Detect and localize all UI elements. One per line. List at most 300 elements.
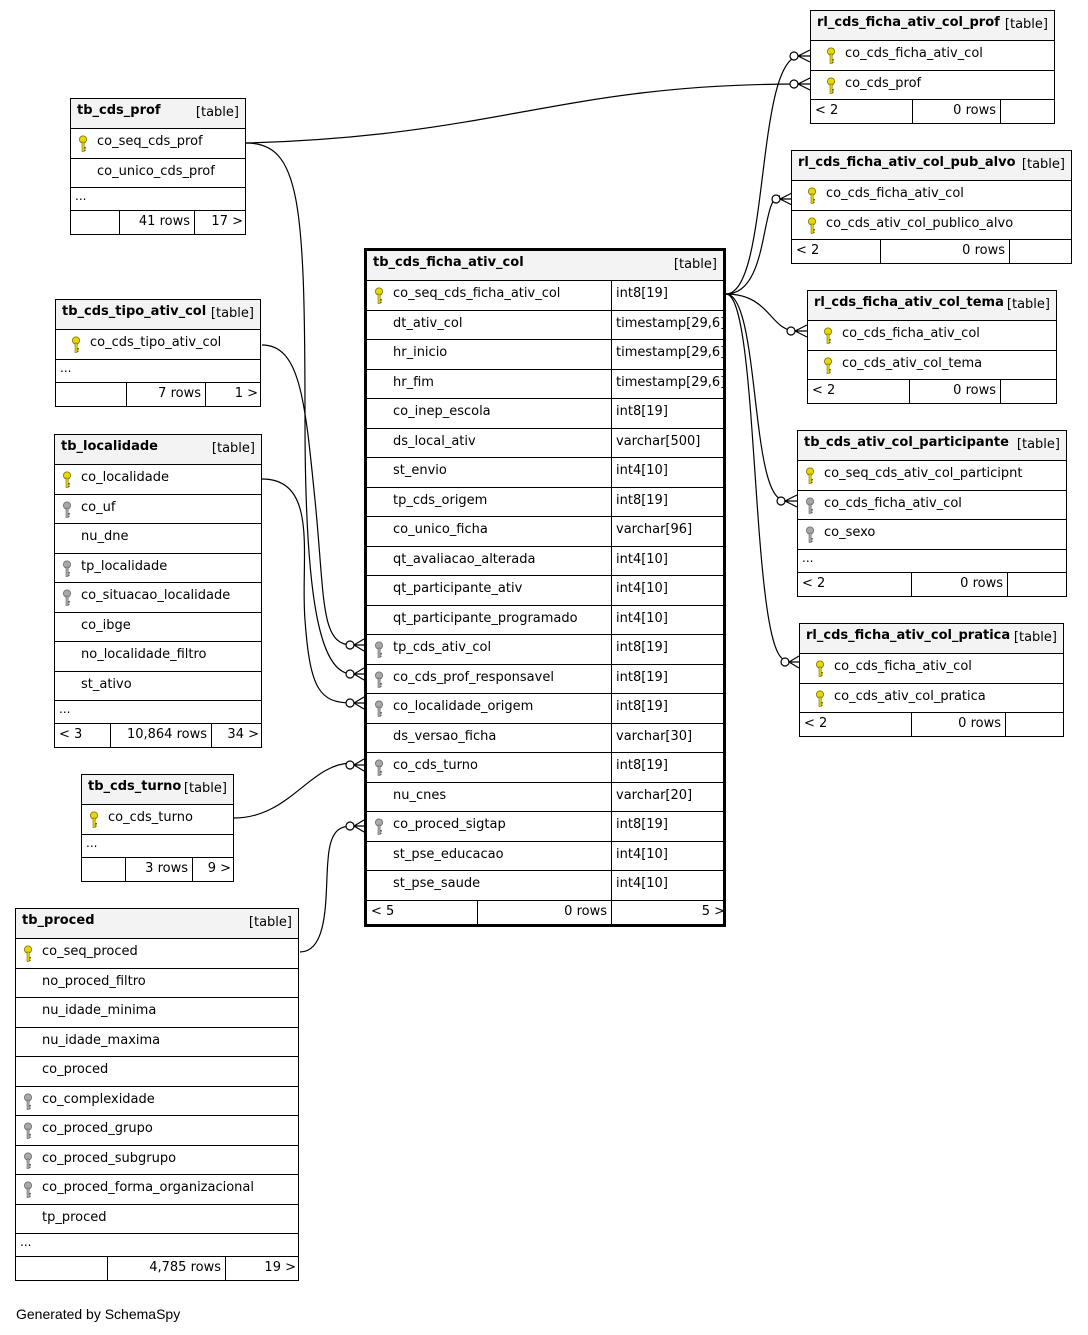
footer-middle-text: 4,785 rows [149, 1260, 221, 1275]
primary-key-icon [823, 357, 833, 375]
table-tb_proced[interactable] [15, 908, 299, 1281]
relation-line [234, 763, 352, 818]
crowfoot [785, 495, 797, 507]
table-type: [table] [211, 441, 255, 456]
column-row[interactable] [367, 281, 723, 311]
relation-endpoint [346, 699, 354, 707]
footer-right-text: 19 > [264, 1260, 296, 1275]
column-name: co_seq_cds_prof [97, 134, 203, 149]
table-tb_cds_ficha_ativ_col[interactable] [364, 248, 726, 927]
footer-middle [911, 573, 1007, 596]
primary-key-icon [71, 336, 81, 354]
column-row[interactable] [367, 399, 723, 429]
table-type: [table] [673, 257, 717, 272]
footer-middle [477, 901, 611, 924]
footer-right[interactable] [205, 383, 262, 406]
column-row[interactable] [367, 547, 723, 577]
table-tb_cds_ativ_col_participante[interactable] [797, 430, 1067, 597]
column-type-cell [611, 488, 723, 517]
column-type: varchar[500] [616, 433, 701, 449]
column-name: nu_cnes [393, 787, 447, 803]
footer-middle-text: 0 rows [958, 716, 1001, 731]
relation-endpoint [346, 670, 354, 678]
column-type-cell [611, 547, 723, 576]
table-name: rl_cds_ficha_ativ_col_pub_alvo [798, 155, 1016, 170]
relation-endpoint [346, 822, 354, 830]
column-row[interactable] [811, 41, 1054, 71]
column-name: co_cds_ficha_ativ_col [845, 46, 983, 61]
table-type: [table] [195, 105, 239, 120]
column-name: co_cds_ativ_col_publico_alvo [826, 215, 1014, 231]
relation-endpoint [772, 195, 780, 203]
column-row[interactable] [16, 1146, 298, 1176]
column-row[interactable] [16, 1057, 298, 1087]
column-type-cell [611, 871, 723, 900]
relation-line [726, 196, 780, 294]
column-type-cell [611, 517, 723, 546]
footer-middle [110, 724, 211, 747]
table-rl_cds_ficha_ativ_col_tema[interactable] [807, 290, 1057, 404]
footer-left-text: < 5 [371, 903, 395, 919]
relation-endpoint [346, 761, 354, 769]
footer-left [16, 1257, 107, 1280]
footer-middle [125, 858, 192, 881]
column-row[interactable] [367, 753, 723, 783]
column-type-cell [611, 724, 723, 753]
column-row[interactable] [798, 520, 1066, 550]
relation-line [726, 294, 784, 500]
primary-key-icon [78, 135, 88, 153]
column-name: co_cds_ativ_col_tema [842, 355, 983, 371]
column-name: tp_localidade [81, 558, 168, 574]
column-row[interactable] [367, 458, 723, 488]
column-row[interactable] [16, 1028, 298, 1058]
column-row[interactable] [800, 654, 1063, 684]
column-name: co_seq_cds_ficha_ativ_col [393, 286, 561, 301]
column-row[interactable] [71, 159, 245, 189]
foreign-key-icon [805, 526, 815, 544]
ellipsis-text: ... [802, 550, 814, 565]
crowfoot [354, 639, 364, 651]
table-type: [table] [1021, 157, 1065, 172]
table-header [792, 151, 1071, 181]
more-columns-ellipsis [82, 835, 233, 858]
column-type: int4[10] [616, 551, 668, 567]
crowfoot [354, 697, 364, 709]
table-footer [82, 858, 233, 881]
column-row[interactable] [55, 554, 261, 584]
column-name: co_unico_ficha [393, 522, 488, 537]
footer-right[interactable] [194, 211, 247, 234]
table-columns [811, 41, 1054, 100]
table-header [55, 435, 261, 465]
footer-right-text: 34 > [227, 727, 259, 742]
table-columns [367, 281, 726, 901]
more-columns-ellipsis [55, 701, 261, 724]
column-row[interactable] [367, 576, 723, 606]
foreign-key-icon [62, 501, 72, 519]
table-rl_cds_ficha_ativ_col_pratica[interactable] [799, 623, 1064, 737]
column-type: int8[19] [616, 640, 668, 655]
column-name: co_cds_ativ_col_pratica [834, 688, 986, 704]
column-type: int8[19] [616, 817, 668, 832]
column-type-cell [611, 370, 726, 399]
footer-middle [880, 240, 1009, 263]
column-type: int8[19] [616, 758, 668, 773]
foreign-key-icon [374, 818, 384, 836]
table-type: [table] [1006, 297, 1050, 312]
primary-key-icon [807, 217, 817, 235]
table-columns [16, 939, 298, 1257]
table-type: [table] [1004, 17, 1048, 32]
column-name: tp_proced [42, 1209, 107, 1225]
column-name: co_ibge [81, 617, 131, 633]
footer-left[interactable] [798, 573, 911, 596]
column-row[interactable] [792, 181, 1071, 211]
column-row[interactable] [367, 724, 723, 754]
column-type: varchar[30] [616, 728, 693, 744]
relation-endpoint [790, 80, 798, 88]
column-row[interactable] [16, 1205, 298, 1235]
table-header [367, 251, 723, 281]
table-name: tb_localidade [61, 439, 158, 454]
column-type-cell [611, 606, 723, 635]
column-name: co_localidade [81, 470, 169, 485]
footer-left[interactable] [367, 901, 477, 924]
column-name: co_seq_proced [42, 944, 138, 959]
column-type-cell [611, 281, 723, 310]
column-type: int4[10] [616, 581, 668, 596]
table-name: tb_cds_ficha_ativ_col [373, 255, 524, 270]
footer-middle [126, 383, 205, 406]
footer-middle-text: 41 rows [138, 214, 190, 229]
column-name: qt_participante_programado [393, 610, 578, 626]
footer-left-text: < 2 [802, 575, 826, 591]
column-type: int8[19] [616, 286, 668, 301]
column-name: qt_participante_ativ [393, 581, 523, 596]
column-type: varchar[96] [616, 522, 693, 537]
footer-left[interactable] [792, 240, 880, 263]
column-row[interactable] [55, 583, 261, 613]
column-row[interactable] [82, 805, 233, 835]
column-row[interactable] [367, 370, 726, 400]
foreign-key-icon [23, 1093, 33, 1111]
column-row[interactable] [16, 969, 298, 999]
primary-key-icon [62, 471, 72, 489]
column-type-cell [611, 311, 726, 340]
primary-key-icon [826, 47, 836, 65]
column-name: nu_idade_maxima [42, 1032, 161, 1048]
foreign-key-icon [374, 700, 384, 718]
table-header [16, 909, 298, 939]
column-row[interactable] [56, 330, 260, 360]
column-name: co_cds_prof_responsavel [393, 669, 554, 685]
table-columns [792, 181, 1071, 240]
foreign-key-icon [23, 1122, 33, 1140]
column-row[interactable] [798, 461, 1066, 491]
table-columns [808, 321, 1056, 380]
crowfoot [354, 759, 364, 771]
table-columns [798, 461, 1066, 573]
table-footer [798, 573, 1066, 596]
footer-left[interactable] [800, 713, 911, 736]
column-row[interactable] [811, 71, 1054, 101]
column-type-cell [611, 812, 723, 841]
column-row[interactable] [367, 812, 723, 842]
ellipsis-text: ... [60, 360, 72, 375]
column-name: co_seq_cds_ativ_col_participnt [824, 466, 1023, 481]
column-row[interactable] [71, 129, 245, 159]
footer-right[interactable] [192, 858, 235, 881]
column-type: int4[10] [616, 463, 668, 478]
column-type: timestamp[29,6] [616, 374, 726, 390]
column-row[interactable] [16, 1116, 298, 1146]
foreign-key-icon [23, 1152, 33, 1170]
footer-middle [119, 211, 194, 234]
footer-right [1000, 100, 1056, 123]
column-name: co_cds_tipo_ativ_col [90, 335, 222, 350]
column-name: co_sexo [824, 525, 876, 540]
column-type: int4[10] [616, 876, 668, 891]
footer-middle-text: 3 rows [145, 860, 188, 876]
footer-left[interactable] [55, 724, 110, 747]
column-type-cell [611, 340, 726, 369]
column-type: timestamp[29,6] [616, 345, 726, 360]
table-rl_cds_ficha_ativ_col_prof[interactable] [810, 10, 1055, 124]
footer-right [1009, 240, 1073, 263]
column-row[interactable] [16, 998, 298, 1028]
column-type-cell [611, 665, 723, 694]
footer-middle-text: 0 rows [962, 243, 1005, 258]
relation-endpoint [346, 641, 354, 649]
primary-key-icon [89, 811, 99, 829]
table-name: rl_cds_ficha_ativ_col_pratica [806, 628, 1011, 643]
column-row[interactable] [367, 635, 723, 665]
column-name: st_ativo [81, 676, 132, 692]
column-row[interactable] [16, 939, 298, 969]
column-name: no_localidade_filtro [81, 647, 207, 662]
column-row[interactable] [55, 495, 261, 525]
column-name: co_situacao_localidade [81, 588, 231, 603]
table-header [811, 11, 1054, 41]
table-rl_cds_ficha_ativ_col_pub_alvo[interactable] [791, 150, 1072, 264]
table-tb_cds_tipo_ativ_col[interactable] [55, 299, 261, 407]
relation-endpoint [787, 327, 795, 335]
column-row[interactable] [367, 517, 723, 547]
column-name: co_cds_ficha_ativ_col [842, 326, 980, 341]
table-tb_localidade[interactable] [54, 434, 262, 748]
column-type-cell [611, 694, 723, 723]
column-name: hr_inicio [393, 345, 448, 360]
footer-left[interactable] [811, 100, 912, 123]
footer-middle [911, 713, 1005, 736]
table-header [798, 431, 1066, 461]
column-row[interactable] [367, 429, 723, 459]
footer-left-text: < 2 [804, 716, 828, 731]
column-row[interactable] [367, 694, 723, 724]
primary-key-icon [815, 660, 825, 678]
footer-left [71, 211, 119, 234]
column-name: no_proced_filtro [42, 973, 146, 989]
column-type-cell [611, 635, 723, 664]
crowfoot [354, 668, 364, 680]
footer-right-text: 1 > [234, 385, 258, 401]
footer-middle-text: 0 rows [953, 383, 996, 398]
table-name: tb_proced [22, 913, 95, 928]
column-name: qt_avaliacao_alterada [393, 551, 536, 567]
column-name: nu_idade_minima [42, 1003, 157, 1018]
column-name: st_pse_saude [393, 876, 481, 891]
column-name: ds_local_ativ [393, 433, 476, 449]
footer-left-text: < 3 [59, 727, 83, 742]
table-footer [56, 383, 260, 406]
column-row[interactable] [367, 606, 723, 636]
column-type-cell [611, 429, 723, 458]
crowfoot [789, 656, 799, 668]
column-name: tp_cds_origem [393, 492, 488, 508]
column-type-cell [611, 842, 723, 871]
relation-endpoint [777, 497, 785, 505]
table-footer [71, 211, 245, 234]
table-footer [55, 724, 261, 747]
footer-middle [909, 380, 1000, 403]
column-row[interactable] [55, 465, 261, 495]
column-row[interactable] [808, 351, 1056, 381]
footer-middle-text: 0 rows [960, 575, 1003, 591]
column-name: co_proced_grupo [42, 1121, 153, 1136]
footer-right-text: 17 > [211, 214, 243, 229]
column-row[interactable] [800, 684, 1063, 714]
relation-endpoint [790, 52, 798, 60]
footer-right [1007, 573, 1068, 596]
column-name: co_cds_prof [845, 75, 922, 91]
table-name: rl_cds_ficha_ativ_col_prof [817, 15, 1000, 30]
table-tb_cds_turno[interactable] [81, 774, 234, 882]
column-row[interactable] [367, 871, 723, 901]
column-row[interactable] [792, 211, 1071, 241]
table-header [71, 99, 245, 129]
column-row[interactable] [808, 321, 1056, 351]
column-row[interactable] [367, 311, 726, 341]
generated-by-label: Generated by SchemaSpy [16, 1306, 181, 1322]
foreign-key-icon [374, 671, 384, 689]
footer-right[interactable] [611, 901, 729, 924]
column-name: co_localidade_origem [393, 699, 534, 714]
ellipsis-text: ... [59, 702, 71, 716]
table-name: tb_cds_ativ_col_participante [804, 435, 1009, 450]
column-row[interactable] [16, 1087, 298, 1117]
column-type-cell [611, 753, 723, 782]
column-row[interactable] [55, 613, 261, 643]
table-footer [16, 1257, 298, 1280]
relation-line [726, 56, 800, 294]
column-row[interactable] [367, 842, 723, 872]
column-type: int4[10] [616, 846, 668, 862]
primary-key-icon [807, 187, 817, 205]
primary-key-icon [374, 287, 384, 305]
table-name: tb_cds_tipo_ativ_col [62, 304, 207, 319]
primary-key-icon [23, 945, 33, 963]
table-header [56, 300, 260, 330]
column-row[interactable] [367, 488, 723, 518]
relation-line [262, 345, 352, 645]
column-type: timestamp[29,6] [616, 315, 726, 331]
footer-middle-text: 0 rows [564, 903, 607, 919]
column-name: st_pse_educacao [393, 846, 504, 862]
footer-left [82, 858, 125, 881]
primary-key-icon [815, 690, 825, 708]
foreign-key-icon [374, 759, 384, 777]
column-name: co_cds_ficha_ativ_col [826, 186, 964, 201]
column-row[interactable] [367, 340, 726, 370]
table-type: [table] [248, 915, 292, 930]
table-type: [table] [1013, 630, 1057, 645]
table-tb_cds_prof[interactable] [70, 98, 246, 235]
column-row[interactable] [55, 642, 261, 672]
footer-left-text: < 2 [815, 103, 839, 118]
footer-right[interactable] [225, 1257, 300, 1280]
footer-left[interactable] [808, 380, 909, 403]
column-type: int8[19] [616, 404, 668, 419]
column-row[interactable] [367, 665, 723, 695]
table-footer [808, 380, 1056, 403]
column-row[interactable] [16, 1175, 298, 1205]
column-name: co_proced [42, 1062, 109, 1077]
crowfoot [795, 325, 807, 337]
table-footer [367, 901, 723, 924]
table-type: [table] [183, 781, 227, 796]
relation-line [726, 294, 796, 331]
table-header [82, 775, 233, 805]
column-type-cell [611, 458, 723, 487]
primary-key-icon [805, 467, 815, 485]
relation-line [246, 84, 800, 143]
table-footer [792, 240, 1071, 263]
column-row[interactable] [798, 491, 1066, 521]
crowfoot [798, 78, 810, 90]
more-columns-ellipsis [16, 1234, 298, 1257]
table-columns [800, 654, 1063, 713]
primary-key-icon [826, 77, 836, 95]
column-name: co_cds_turno [108, 810, 193, 825]
relation-line [726, 294, 786, 660]
column-row[interactable] [367, 783, 723, 813]
more-columns-ellipsis [798, 550, 1066, 573]
column-name: dt_ativ_col [393, 315, 463, 331]
footer-left-text: < 2 [812, 383, 836, 398]
column-type-cell [611, 399, 723, 428]
column-row[interactable] [55, 524, 261, 554]
column-name: co_proced_forma_organizacional [42, 1180, 254, 1195]
table-name: tb_cds_turno [88, 779, 182, 794]
table-header [808, 291, 1056, 321]
column-name: nu_dne [81, 529, 129, 544]
footer-middle-text: 10,864 rows [126, 727, 207, 742]
foreign-key-icon [805, 497, 815, 515]
footer-middle [107, 1257, 225, 1280]
table-name: tb_cds_prof [77, 103, 161, 118]
relation-line [262, 479, 352, 703]
footer-right[interactable] [211, 724, 263, 747]
column-name: co_uf [81, 499, 116, 515]
footer-right-text: 5 > [701, 903, 725, 919]
footer-right-text: 9 > [207, 860, 231, 876]
column-row[interactable] [55, 672, 261, 702]
relation-endpoint [781, 658, 789, 666]
table-footer [811, 100, 1054, 123]
table-name: rl_cds_ficha_ativ_col_tema [814, 295, 1004, 310]
table-columns [56, 330, 260, 383]
